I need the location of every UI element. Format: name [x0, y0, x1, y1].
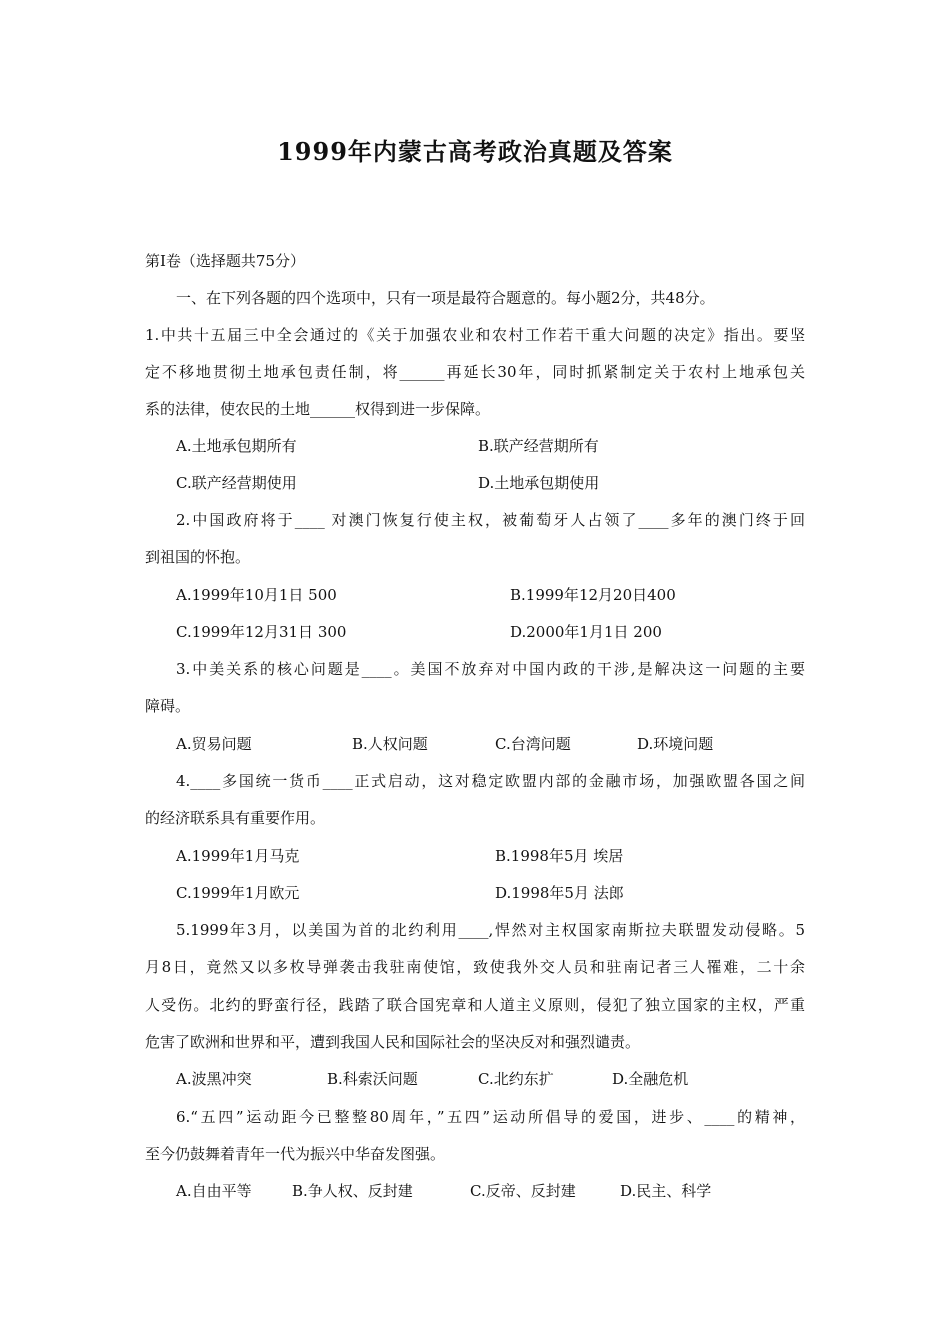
q1-option-c: C.联产经营期使用	[176, 474, 297, 492]
q4-text-line: 的经济联系具有重要作用。	[145, 809, 326, 827]
q3-text-line: 障碍。	[145, 697, 191, 715]
q4-option-c: C.1999年1月欧元	[176, 884, 300, 902]
q1-text-line: 定不移地贯彻土地承包责任制，将______再延长30年，同时抓紧制定关于农村上地承包关	[145, 363, 805, 381]
q5-option-c: C.北约东扩	[478, 1070, 554, 1088]
q3-option-b: B.人权问题	[352, 735, 428, 753]
q1-text-line: 系的法律，使农民的土地______权得到进一步保障。	[145, 400, 491, 418]
q2-text-line: 到祖国的怀抱。	[145, 548, 251, 566]
q5-option-d: D.全融危机	[612, 1070, 689, 1088]
q1-option-b: B.联产经营期所有	[478, 437, 599, 455]
q3-option-c: C.台湾问题	[495, 735, 571, 753]
q5-text-line: 危害了欧洲和世界和平，遭到我国人民和国际社会的坚决反对和强烈谴责。	[145, 1033, 641, 1051]
q2-text-line: 2.中国政府将于____ 对澳门恢复行使主权，被葡萄牙人占领了____多年的澳门终于回	[176, 511, 805, 529]
q2-option-d: D.2000年1月1日 200	[510, 623, 662, 641]
q4-option-b: B.1998年5月 埃居	[495, 847, 624, 865]
q2-option-b: B.1999年12月20日400	[510, 586, 676, 604]
q5-text-line: 5.1999年3月，以美国为首的北约利用____,悍然对主权国家南斯拉夫联盟发动侵略。5	[176, 921, 805, 939]
q6-text-line: 至今仍鼓舞着青年一代为振兴中华奋发图强。	[145, 1145, 446, 1163]
q4-option-d: D.1998年5月 法郎	[495, 884, 624, 902]
q1-text-line: 1.中共十五届三中全会通过的《关于加强农业和农村工作若干重大问题的决定》指出。要坚	[145, 326, 805, 344]
q6-text-line: 6.“五四”运动距今已整整80周年，”五四”运动所倡导的爱国，进步、____的精神，	[176, 1108, 805, 1126]
q3-text-line: 3.中美关系的核心问题是____。美国不放弃对中国内政的干涉,是解决这一问题的主要	[176, 660, 805, 678]
section-heading: 第Ⅰ卷（选择题共75分）	[145, 252, 306, 270]
q6-option-b: B.争人权、反封建	[292, 1182, 413, 1200]
q5-option-a: A.波黑冲突	[176, 1070, 252, 1088]
q1-option-a: A.土地承包期所有	[176, 437, 297, 455]
q5-text-line: 月8日，竟然又以多枚导弹袭击我驻南使馆，致使我外交人员和驻南记者三人罹难，二十余	[145, 958, 805, 976]
page-title: 1999年内蒙古高考政治真题及答案	[277, 137, 673, 166]
q5-text-line: 人受伤。北约的野蛮行径，践踏了联合国宪章和人道主义原则，侵犯了独立国家的主权，严重	[145, 996, 805, 1014]
q5-option-b: B.科索沃问题	[327, 1070, 418, 1088]
instruction-text: 一、在下列各题的四个选项中，只有一项是最符合题意的。每小题2分，共48分。	[176, 289, 715, 307]
q6-option-c: C.反帝、反封建	[470, 1182, 576, 1200]
q2-option-a: A.1999年10月1日 500	[176, 586, 337, 604]
q3-option-d: D.环境问题	[637, 735, 714, 753]
q3-option-a: A.贸易问题	[176, 735, 252, 753]
q6-option-d: D.民主、科学	[620, 1182, 712, 1200]
q1-option-d: D.土地承包期使用	[478, 474, 600, 492]
q2-option-c: C.1999年12月31日 300	[176, 623, 347, 641]
q4-text-line: 4.____多国统一货币____正式启动，这对稳定欧盟内部的金融市场，加强欧盟各国之间	[176, 772, 805, 790]
q6-option-a: A.自由平等	[176, 1182, 252, 1200]
q4-option-a: A.1999年1月马克	[176, 847, 300, 865]
